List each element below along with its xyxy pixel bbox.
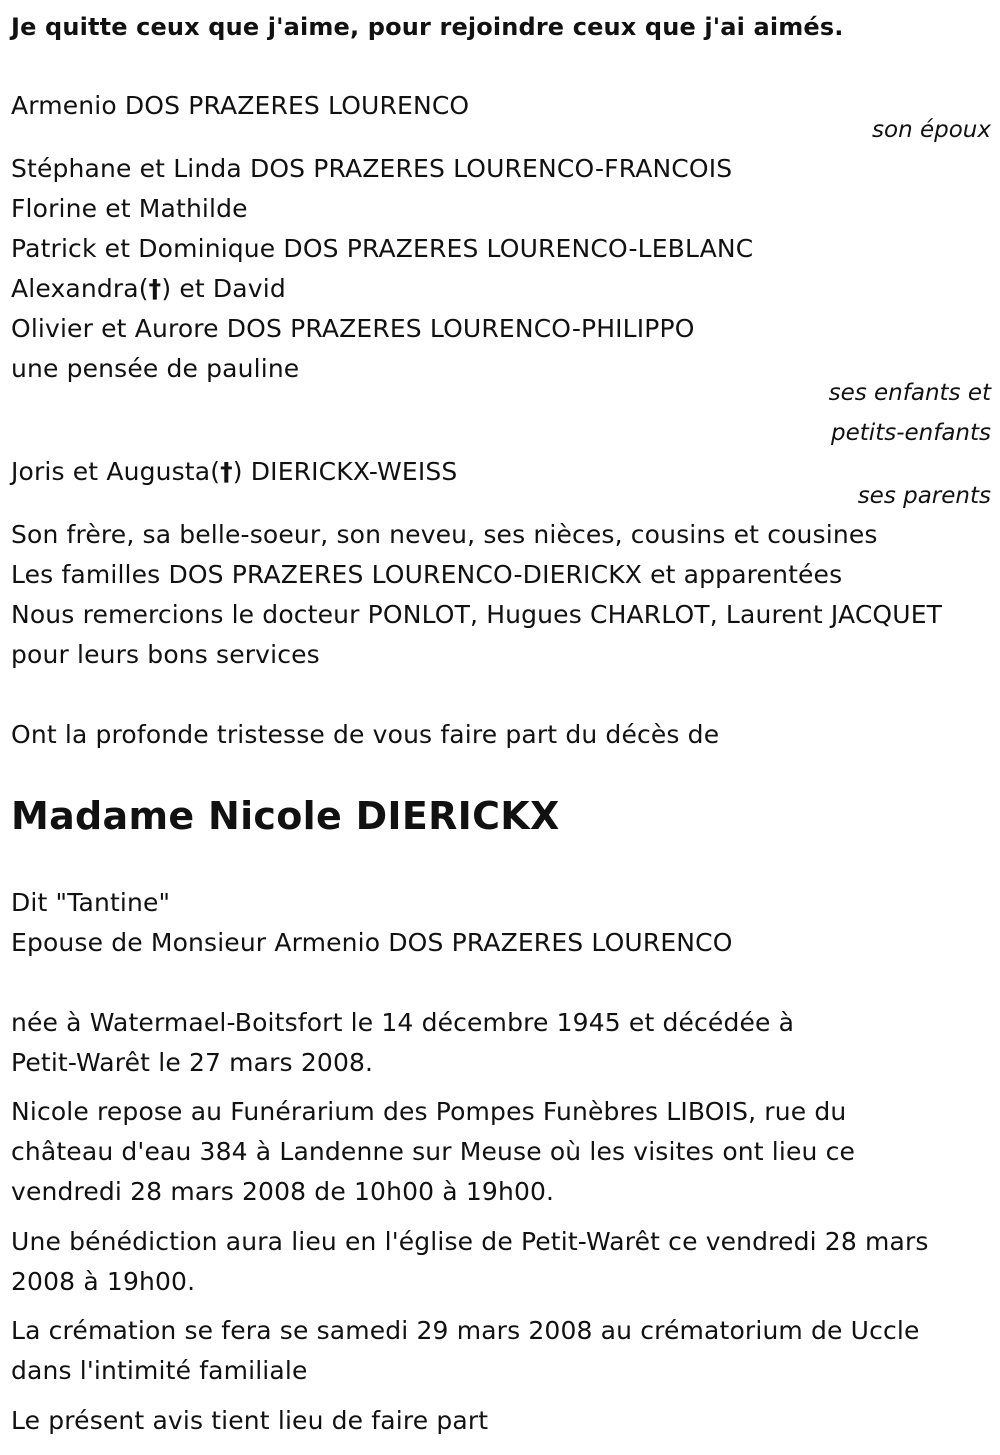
spouse-name: Armenio DOS PRAZERES LOURENCO xyxy=(11,91,470,120)
family-line-3: Nous remercions le docteur PONLOT, Hugues CHARLOT, Laurent JACQUET xyxy=(11,600,943,629)
rest-line-2: château d'eau 384 à Landenne sur Meuse où les visites ont lieu ce xyxy=(11,1137,856,1166)
children-role-2: petits-enfants xyxy=(831,420,991,446)
children-role-1: ses enfants et xyxy=(828,380,991,406)
child-line-3: Patrick et Dominique DOS PRAZERES LOURENCO-LEBLANC xyxy=(11,234,754,263)
opening-quote: Je quitte ceux que j'aime, pour rejoindre ceux que j'ai aimés. xyxy=(11,13,844,41)
birth-line-2: Petit-Warêt le 27 mars 2008. xyxy=(11,1048,374,1077)
family-line-1: Son frère, sa belle-soeur, son neveu, ses nièces, cousins et cousines xyxy=(11,520,878,549)
birth-line-1: née à Watermael-Boitsfort le 14 décembre 1945 et décédée à xyxy=(11,1008,795,1037)
cremation-line-1: La crémation se fera se samedi 29 mars 2008 au crématorium de Uccle xyxy=(11,1316,920,1345)
blessing-line-2: 2008 à 19h00. xyxy=(11,1267,196,1296)
child-line-2: Florine et Mathilde xyxy=(11,194,248,223)
spouse-role: son époux xyxy=(872,117,991,143)
child-line-4-after: ) et David xyxy=(161,274,286,303)
child-line-5: Olivier et Aurore DOS PRAZERES LOURENCO-PHILIPPO xyxy=(11,314,695,343)
rest-line-3: vendredi 28 mars 2008 de 10h00 à 19h00. xyxy=(11,1177,555,1206)
cremation-line-2: dans l'intimité familiale xyxy=(11,1356,308,1385)
parents-name xyxy=(11,457,457,487)
parents-name-after: ) DIERICKX-WEISS xyxy=(232,457,458,486)
parents-role: ses parents xyxy=(857,483,991,509)
parents-name-before: Joris et Augusta( xyxy=(11,457,221,486)
child-line-4 xyxy=(11,274,286,304)
announcement: Ont la profonde tristesse de vous faire part du décès de xyxy=(11,720,720,749)
cross-icon: † xyxy=(148,274,162,303)
blessing-line-1: Une bénédiction aura lieu en l'église de Petit-Warêt ce vendredi 28 mars xyxy=(11,1227,929,1256)
family-line-4: pour leurs bons services xyxy=(11,640,320,669)
notice-line: Le présent avis tient lieu de faire part xyxy=(11,1406,489,1435)
deceased-name: Madame Nicole DIERICKX xyxy=(11,794,560,838)
cross-icon: † xyxy=(220,457,233,486)
child-line-1: Stéphane et Linda DOS PRAZERES LOURENCO-FRANCOIS xyxy=(11,154,733,183)
deceased-nickname: Dit "Tantine" xyxy=(11,888,171,917)
obituary-notice xyxy=(11,0,991,1455)
deceased-spouse-line: Epouse de Monsieur Armenio DOS PRAZERES LOURENCO xyxy=(11,928,733,957)
rest-line-1: Nicole repose au Funérarium des Pompes Funèbres LIBOIS, rue du xyxy=(11,1097,847,1126)
child-line-4-before: Alexandra( xyxy=(11,274,149,303)
child-line-6: une pensée de pauline xyxy=(11,354,300,383)
family-line-2: Les familles DOS PRAZERES LOURENCO-DIERICKX et apparentées xyxy=(11,560,843,589)
